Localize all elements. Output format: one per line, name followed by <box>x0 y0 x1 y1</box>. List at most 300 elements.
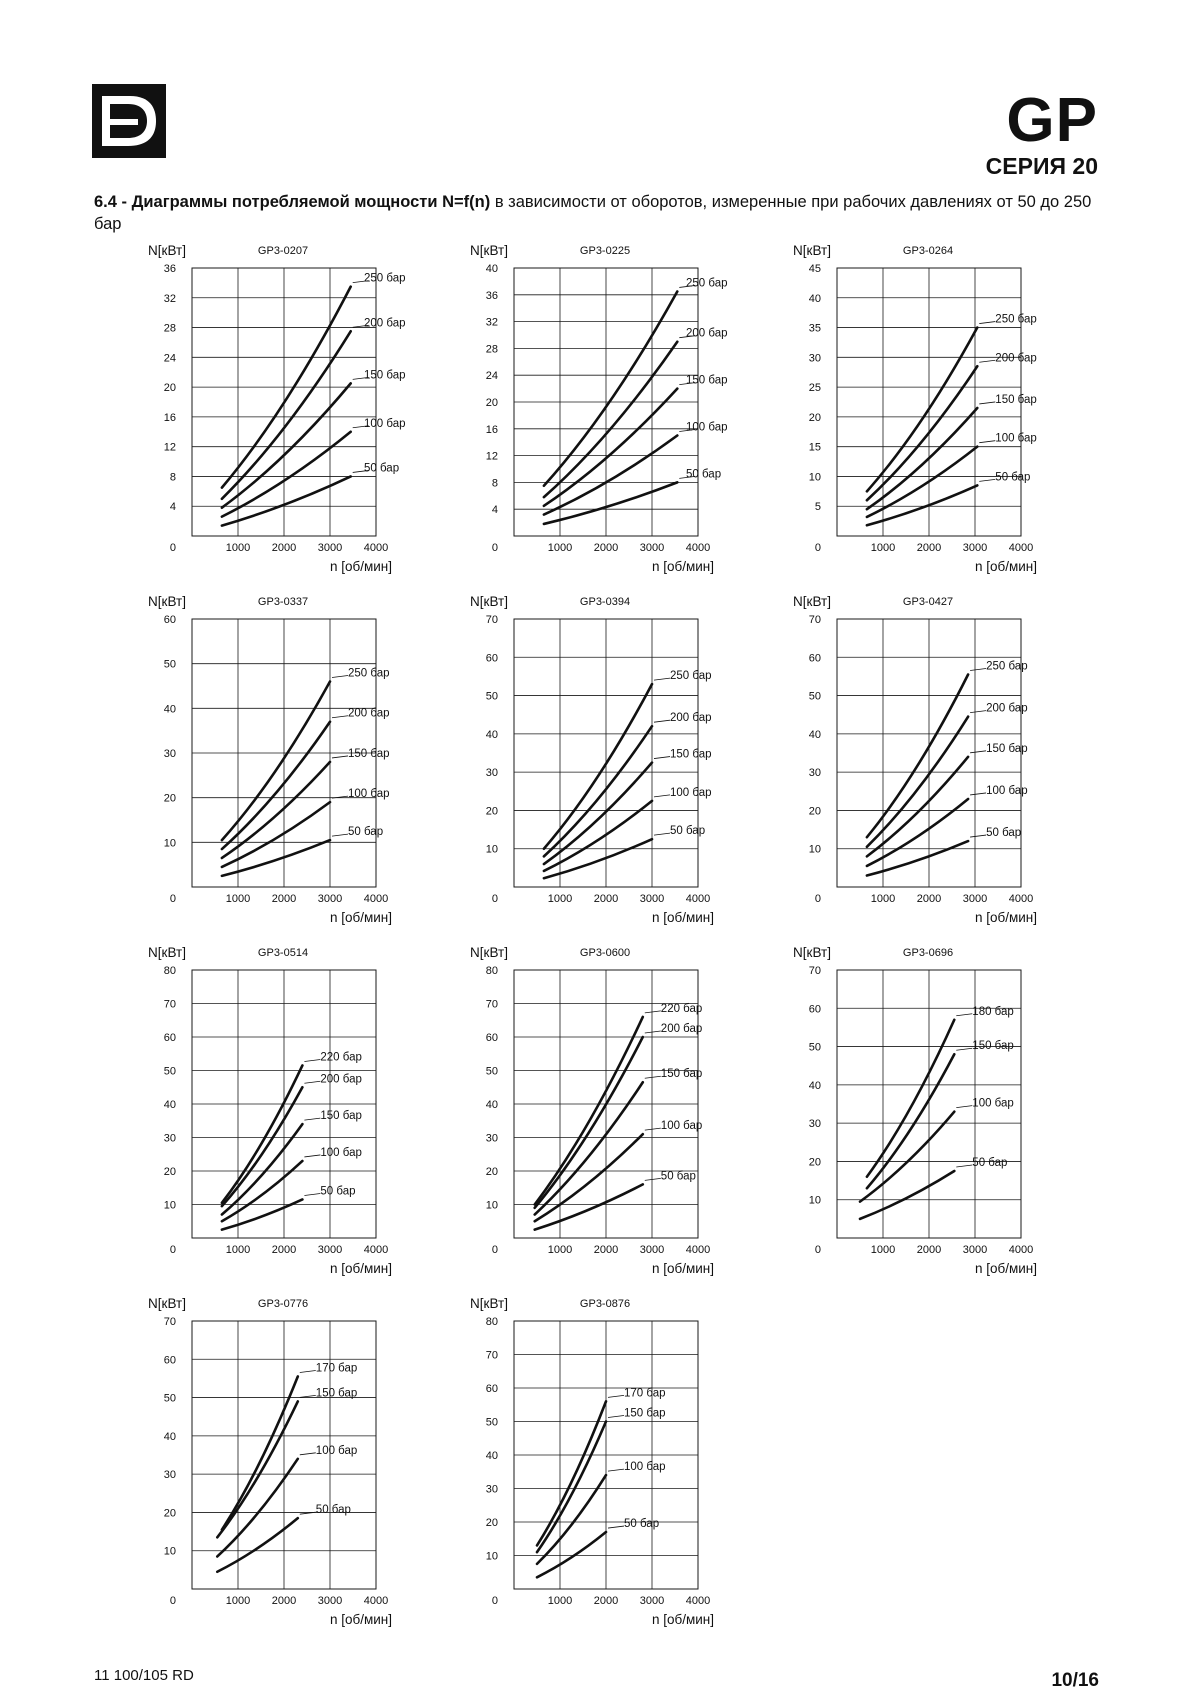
label-leader <box>332 756 348 758</box>
x-tick-label: 2000 <box>916 893 942 905</box>
label-leader <box>956 1165 972 1167</box>
series-label: 150 бар <box>315 1387 358 1400</box>
y-tick-label: 28 <box>485 343 498 356</box>
label-leader <box>645 1128 661 1130</box>
y-tick-label: 4 <box>491 504 498 517</box>
series-curve <box>217 1459 297 1557</box>
x-tick-label: 3000 <box>962 1244 988 1256</box>
chart-gp3-0264 <box>793 243 1037 574</box>
label-leader <box>332 676 348 678</box>
chart-title: GP3-0394 <box>579 596 631 608</box>
label-leader <box>645 1031 661 1033</box>
chart-gp3-0337 <box>148 594 392 925</box>
x-tick-label: 2000 <box>916 1244 942 1256</box>
x-axis-label: n [об/мин] <box>651 910 714 925</box>
y-tick-label: 70 <box>808 614 821 626</box>
origin-label: 0 <box>814 1244 821 1256</box>
y-tick-label: 70 <box>163 1316 176 1328</box>
x-tick-label: 2000 <box>593 893 619 905</box>
x-tick-label: 3000 <box>962 893 988 905</box>
y-tick-label: 70 <box>485 1349 498 1362</box>
series-label: 100 бар <box>364 417 406 430</box>
x-tick-label: 2000 <box>593 542 619 554</box>
y-axis-label: N[кВт] <box>148 1296 186 1311</box>
series-label: 220 бар <box>660 1002 703 1015</box>
label-leader <box>304 1193 320 1195</box>
label-leader <box>654 757 670 759</box>
series-label: 50 бар <box>320 1185 356 1198</box>
series-curve <box>222 476 351 525</box>
y-tick-label: 20 <box>808 805 821 818</box>
y-tick-label: 20 <box>485 805 498 818</box>
chart-title: GP3-0337 <box>257 596 309 608</box>
y-tick-label: 50 <box>485 1065 498 1078</box>
series-label: 50 бар <box>670 825 706 838</box>
x-tick-label: 4000 <box>685 893 711 905</box>
x-tick-label: 1000 <box>547 1244 573 1256</box>
chart-gp3-0225 <box>470 243 727 574</box>
y-axis-label: N[кВт] <box>793 594 831 609</box>
y-tick-label: 30 <box>485 1483 498 1496</box>
y-tick-label: 20 <box>163 382 176 395</box>
series-curve <box>222 331 351 499</box>
label-leader <box>645 1178 661 1180</box>
series-label: 50 бар <box>660 1170 696 1183</box>
series-label: 180 бар <box>972 1005 1014 1018</box>
x-tick-label: 2000 <box>271 542 297 554</box>
y-axis-label: N[кВт] <box>470 1296 508 1311</box>
y-tick-label: 40 <box>485 728 498 741</box>
y-tick-label: 10 <box>163 1545 176 1558</box>
y-tick-label: 30 <box>163 748 176 760</box>
y-axis-label: N[кВт] <box>148 594 186 609</box>
label-leader <box>979 402 995 404</box>
label-leader <box>608 1469 624 1471</box>
chart-title: GP3-0600 <box>579 947 631 959</box>
chart-gp3-0394 <box>470 594 714 925</box>
series-label: 100 бар <box>624 1461 666 1474</box>
section-title-rest: в зависимости от оборотов, измеренные при рабочих давлениях от 50 до 250 бар <box>94 193 1092 233</box>
y-tick-label: 20 <box>485 1166 498 1178</box>
series-label: 170 бар <box>315 1362 358 1375</box>
y-tick-label: 40 <box>163 1099 176 1111</box>
y-tick-label: 30 <box>808 1118 821 1131</box>
y-tick-label: 10 <box>808 471 821 484</box>
series-label: 150 бар <box>624 1407 666 1420</box>
series-label: 200 бар <box>348 707 390 720</box>
chart-title: GP3-0514 <box>257 947 309 959</box>
label-leader <box>608 1395 624 1397</box>
x-tick-label: 1000 <box>225 893 251 905</box>
label-leader <box>300 1371 316 1373</box>
y-tick-label: 16 <box>163 411 176 424</box>
series-label: 100 бар <box>986 784 1028 797</box>
y-tick-label: 40 <box>485 263 498 275</box>
x-tick-label: 3000 <box>639 1244 665 1256</box>
label-leader <box>654 720 670 722</box>
y-tick-label: 24 <box>485 370 498 383</box>
x-tick-label: 4000 <box>1008 1244 1034 1256</box>
series-curve <box>535 1184 643 1229</box>
series-label: 100 бар <box>315 1444 358 1457</box>
series-label: 200 бар <box>670 712 712 725</box>
label-leader <box>956 1048 972 1050</box>
label-leader <box>956 1106 972 1108</box>
series-curve <box>867 328 977 492</box>
label-leader <box>300 1395 316 1397</box>
origin-label: 0 <box>491 1244 498 1256</box>
y-tick-label: 10 <box>485 1199 498 1212</box>
y-tick-label: 50 <box>163 658 176 671</box>
chart-title: GP3-0776 <box>257 1298 309 1310</box>
series-curve <box>544 482 677 524</box>
series-curve <box>222 1065 303 1202</box>
chart-gp3-0514 <box>148 945 392 1276</box>
chart-title: GP3-0207 <box>257 245 309 257</box>
x-tick-label: 4000 <box>363 1244 389 1256</box>
x-tick-label: 1000 <box>225 1595 251 1607</box>
y-tick-label: 50 <box>485 1416 498 1429</box>
y-tick-label: 50 <box>485 690 498 703</box>
origin-label: 0 <box>169 893 176 905</box>
page-number: 10/16 <box>1051 1670 1099 1691</box>
y-tick-label: 10 <box>485 1550 498 1563</box>
series-curve <box>544 436 677 515</box>
x-tick-label: 3000 <box>962 542 988 554</box>
series-label: 150 бар <box>986 742 1028 755</box>
x-axis-label: n [об/мин] <box>329 1261 392 1276</box>
label-leader <box>970 793 986 795</box>
series-label: 100 бар <box>320 1146 362 1159</box>
document-code: 11 100/105 RD <box>94 1667 194 1684</box>
series-curve <box>867 1054 954 1188</box>
x-tick-label: 4000 <box>685 1244 711 1256</box>
label-leader <box>979 322 995 324</box>
y-tick-label: 20 <box>163 1507 176 1520</box>
origin-label: 0 <box>814 542 821 554</box>
chart-title: GP3-0264 <box>902 245 954 257</box>
label-leader <box>970 751 986 753</box>
label-leader <box>970 835 986 837</box>
series-label: 250 бар <box>670 670 712 683</box>
label-leader <box>332 716 348 718</box>
chart-title: GP3-0876 <box>579 1298 631 1310</box>
x-tick-label: 4000 <box>1008 893 1034 905</box>
y-tick-label: 20 <box>808 1156 821 1169</box>
y-tick-label: 60 <box>485 1383 498 1395</box>
chart-gp3-0427 <box>793 594 1037 925</box>
y-tick-label: 50 <box>808 1041 821 1054</box>
series-label: 150 бар <box>320 1110 362 1123</box>
y-tick-label: 8 <box>169 471 176 484</box>
y-tick-label: 30 <box>485 767 498 780</box>
y-tick-label: 30 <box>485 1132 498 1145</box>
series-curve <box>222 1377 298 1530</box>
x-tick-label: 3000 <box>317 1244 343 1256</box>
x-axis-label: n [об/мин] <box>651 559 714 574</box>
y-tick-label: 4 <box>169 501 176 514</box>
label-leader <box>979 441 995 443</box>
chart-gp3-0207 <box>148 243 405 574</box>
y-tick-label: 20 <box>485 397 498 409</box>
y-tick-label: 20 <box>163 792 176 805</box>
label-leader <box>970 711 986 713</box>
x-tick-label: 1000 <box>547 1595 573 1607</box>
y-tick-label: 10 <box>808 843 821 856</box>
x-axis-label: n [об/мин] <box>974 910 1037 925</box>
x-tick-label: 1000 <box>225 542 251 554</box>
series-label: 50 бар <box>995 471 1031 484</box>
series-label: 50 бар <box>364 462 400 475</box>
series-label: 100 бар <box>670 786 712 799</box>
series-label: 200 бар <box>320 1073 362 1086</box>
chart-gp3-0776 <box>148 1296 392 1627</box>
y-tick-label: 70 <box>485 614 498 626</box>
y-tick-label: 70 <box>485 998 498 1011</box>
series-label: 200 бар <box>995 352 1037 365</box>
series-curve <box>535 1134 643 1221</box>
x-tick-label: 1000 <box>547 542 573 554</box>
x-tick-label: 2000 <box>593 1595 619 1607</box>
label-leader <box>304 1059 320 1061</box>
series-label: 200 бар <box>660 1023 703 1035</box>
x-tick-label: 1000 <box>870 1244 896 1256</box>
x-tick-label: 3000 <box>317 1595 343 1607</box>
y-tick-label: 60 <box>808 1003 821 1016</box>
x-tick-label: 2000 <box>271 893 297 905</box>
label-leader <box>608 1526 624 1528</box>
series-label: 50 бар <box>315 1504 351 1517</box>
y-tick-label: 20 <box>163 1166 176 1178</box>
y-tick-label: 60 <box>163 614 176 626</box>
series-label: 150 бар <box>995 393 1037 406</box>
x-tick-label: 3000 <box>639 542 665 554</box>
x-tick-label: 2000 <box>593 1244 619 1256</box>
series-subtitle: СЕРИЯ 20 <box>985 153 1098 179</box>
y-tick-label: 45 <box>808 263 821 275</box>
y-tick-label: 30 <box>163 1469 176 1482</box>
series-label: 250 бар <box>995 313 1037 326</box>
label-leader <box>304 1155 320 1157</box>
label-leader <box>332 834 348 836</box>
x-tick-label: 4000 <box>685 542 711 554</box>
x-axis-label: n [об/мин] <box>651 1261 714 1276</box>
y-tick-label: 40 <box>485 1099 498 1111</box>
series-label: 150 бар <box>364 369 406 382</box>
label-leader <box>608 1416 624 1418</box>
series-label: 150 бар <box>686 374 728 387</box>
series-label: 100 бар <box>972 1097 1014 1110</box>
label-leader <box>956 1014 972 1016</box>
y-tick-label: 20 <box>808 411 821 424</box>
y-axis-label: N[кВт] <box>793 945 831 960</box>
y-tick-label: 5 <box>814 501 821 514</box>
y-tick-label: 36 <box>485 289 498 302</box>
y-tick-label: 8 <box>491 477 498 490</box>
x-tick-label: 4000 <box>363 893 389 905</box>
origin-label: 0 <box>491 893 498 905</box>
y-tick-label: 40 <box>163 1430 176 1443</box>
series-curve <box>537 1422 606 1553</box>
y-tick-label: 36 <box>163 263 176 275</box>
origin-label: 0 <box>169 542 176 554</box>
y-axis-label: N[кВт] <box>470 594 508 609</box>
series-curve <box>867 1020 954 1177</box>
y-tick-label: 70 <box>808 965 821 977</box>
section-number: 6.4 - <box>94 193 128 211</box>
series-curve <box>544 389 677 506</box>
y-tick-label: 80 <box>485 965 498 977</box>
series-label: 50 бар <box>986 827 1022 840</box>
y-tick-label: 10 <box>163 837 176 850</box>
x-tick-label: 1000 <box>870 542 896 554</box>
x-tick-label: 2000 <box>271 1244 297 1256</box>
x-axis-label: n [об/мин] <box>329 910 392 925</box>
series-label: 100 бар <box>348 788 390 801</box>
series-curve <box>544 342 677 497</box>
series-curve <box>867 485 977 525</box>
series-label: 150 бар <box>972 1040 1014 1053</box>
series-label: 100 бар <box>660 1120 703 1133</box>
y-tick-label: 40 <box>808 728 821 741</box>
label-leader <box>654 678 670 680</box>
brand-title: GP <box>1006 86 1098 155</box>
y-tick-label: 50 <box>808 690 821 703</box>
series-label: 250 бар <box>348 667 390 680</box>
label-leader <box>970 669 986 671</box>
x-tick-label: 4000 <box>1008 542 1034 554</box>
series-curve <box>867 366 977 500</box>
y-tick-label: 12 <box>163 441 176 454</box>
x-axis-label: n [об/мин] <box>329 559 392 574</box>
x-tick-label: 3000 <box>317 542 343 554</box>
series-label: 150 бар <box>660 1068 703 1081</box>
chart-gp3-0696 <box>793 945 1037 1276</box>
x-axis-label: n [об/мин] <box>974 559 1037 574</box>
x-tick-label: 3000 <box>317 893 343 905</box>
x-tick-label: 1000 <box>547 893 573 905</box>
section-title-bold: Диаграммы потребляемой мощности N=f(n) <box>131 193 491 211</box>
series-label: 100 бар <box>686 421 728 434</box>
label-leader <box>645 1076 661 1078</box>
y-tick-label: 60 <box>163 1354 176 1367</box>
y-axis-label: N[кВт] <box>470 945 508 960</box>
series-label: 50 бар <box>624 1518 660 1531</box>
x-tick-label: 4000 <box>363 542 389 554</box>
y-tick-label: 80 <box>485 1316 498 1328</box>
origin-label: 0 <box>491 542 498 554</box>
x-tick-label: 4000 <box>363 1595 389 1607</box>
y-tick-label: 60 <box>485 1032 498 1044</box>
label-leader <box>654 833 670 835</box>
series-curve <box>860 1112 954 1202</box>
series-label: 150 бар <box>670 748 712 761</box>
x-tick-label: 2000 <box>916 542 942 554</box>
y-tick-label: 32 <box>485 316 498 329</box>
x-tick-label: 3000 <box>639 1595 665 1607</box>
x-axis-label: n [об/мин] <box>329 1612 392 1627</box>
y-tick-label: 35 <box>808 322 821 335</box>
series-label: 100 бар <box>995 432 1037 445</box>
y-tick-label: 40 <box>808 292 821 305</box>
y-tick-label: 50 <box>163 1392 176 1405</box>
y-tick-label: 40 <box>485 1450 498 1462</box>
x-tick-label: 2000 <box>271 1595 297 1607</box>
label-leader <box>304 1081 320 1083</box>
series-label: 220 бар <box>320 1051 362 1064</box>
y-axis-label: N[кВт] <box>793 243 831 258</box>
y-tick-label: 70 <box>163 998 176 1011</box>
label-leader <box>645 1011 661 1013</box>
y-tick-label: 15 <box>808 441 821 454</box>
y-tick-label: 40 <box>808 1079 821 1092</box>
y-tick-label: 30 <box>808 767 821 780</box>
series-label: 200 бар <box>986 702 1028 715</box>
x-tick-label: 3000 <box>639 893 665 905</box>
series-label: 50 бар <box>686 468 722 481</box>
label-leader <box>979 360 995 362</box>
series-label: 50 бар <box>348 826 384 839</box>
origin-label: 0 <box>814 893 821 905</box>
y-tick-label: 24 <box>163 352 176 365</box>
y-tick-label: 30 <box>163 1132 176 1145</box>
y-tick-label: 60 <box>163 1032 176 1044</box>
x-tick-label: 1000 <box>225 1244 251 1256</box>
origin-label: 0 <box>169 1244 176 1256</box>
label-leader <box>654 795 670 797</box>
y-tick-label: 10 <box>163 1199 176 1212</box>
x-tick-label: 1000 <box>870 893 896 905</box>
y-tick-label: 60 <box>808 652 821 665</box>
x-axis-label: n [об/мин] <box>974 1261 1037 1276</box>
chart-title: GP3-0427 <box>902 596 954 608</box>
label-leader <box>304 1118 320 1120</box>
chart-gp3-0876 <box>470 1296 714 1627</box>
series-curve <box>535 1017 643 1205</box>
y-tick-label: 60 <box>485 652 498 665</box>
x-axis-label: n [об/мин] <box>651 1612 714 1627</box>
x-tick-label: 4000 <box>685 1595 711 1607</box>
chart-title: GP3-0696 <box>902 947 954 959</box>
y-tick-label: 28 <box>163 322 176 335</box>
y-tick-label: 10 <box>485 843 498 856</box>
y-tick-label: 80 <box>163 965 176 977</box>
label-leader <box>300 1453 316 1455</box>
series-label: 50 бар <box>972 1157 1008 1169</box>
chart-gp3-0600 <box>470 945 714 1276</box>
y-tick-label: 10 <box>808 1194 821 1207</box>
series-curve <box>867 717 968 847</box>
y-tick-label: 12 <box>485 450 498 463</box>
chart-title: GP3-0225 <box>579 245 631 257</box>
series-label: 150 бар <box>348 747 390 760</box>
series-label: 170 бар <box>624 1387 666 1400</box>
series-label: 200 бар <box>364 317 406 330</box>
y-tick-label: 20 <box>485 1517 498 1529</box>
y-axis-label: N[кВт] <box>148 243 186 258</box>
origin-label: 0 <box>491 1595 498 1607</box>
y-tick-label: 30 <box>808 352 821 365</box>
series-label: 200 бар <box>686 327 728 340</box>
label-leader <box>979 479 995 481</box>
y-axis-label: N[кВт] <box>470 243 508 258</box>
y-tick-label: 32 <box>163 292 176 305</box>
y-tick-label: 16 <box>485 423 498 436</box>
series-label: 250 бар <box>686 277 728 290</box>
series-label: 250 бар <box>986 660 1028 673</box>
y-tick-label: 50 <box>163 1065 176 1078</box>
y-tick-label: 25 <box>808 382 821 395</box>
